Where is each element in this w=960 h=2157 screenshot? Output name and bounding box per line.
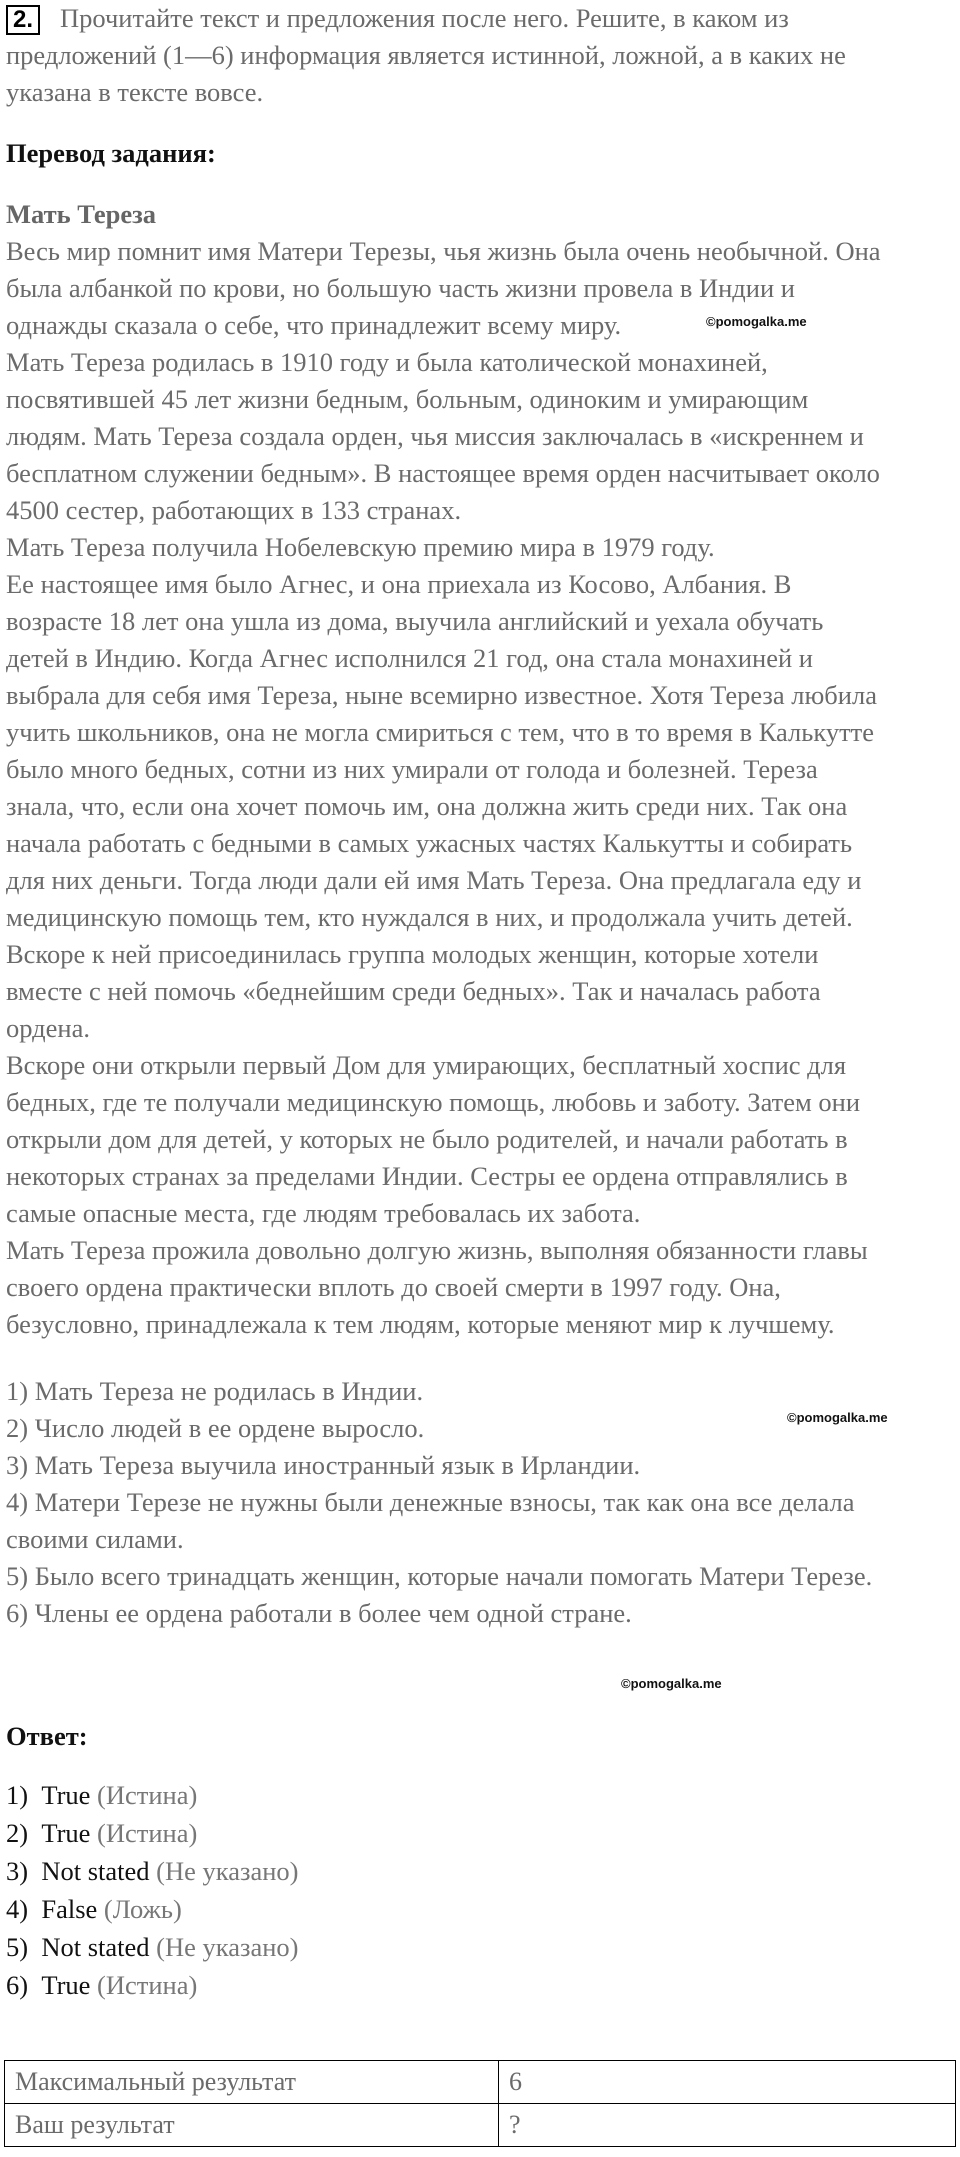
text-line: вместе с ней помочь «беднейшим среди бедных». Так и началась работа: [6, 976, 821, 1006]
task-number-badge: 2.: [6, 5, 40, 35]
answer-number: 3): [6, 1856, 29, 1886]
text-line: было много бедных, сотни из них умирали от голода и болезней. Тереза: [6, 754, 818, 784]
text-line: людям. Мать Тереза создала орден, чья миссия заключалась в «искреннем и: [6, 421, 864, 451]
watermark: ©pomogalka.me: [706, 314, 807, 329]
text-line: учить школьников, она не могла смириться с тем, что в то время в Калькутте: [6, 717, 875, 747]
text-line: Вскоре к ней присоединилась группа молодых женщин, которые хотели: [6, 939, 819, 969]
score-label: Максимальный результат: [5, 2061, 499, 2104]
answer-translation: (Истина): [97, 1780, 198, 1810]
statement-line: 4) Матери Терезе не нужны были денежные взносы, так как она все делала: [6, 1487, 855, 1517]
text-line: начала работать с бедными в самых ужасных частях Калькутты и собирать: [6, 828, 853, 858]
text-line: Весь мир помнит имя Матери Терезы, чья жизнь была очень необычной. Она: [6, 236, 881, 266]
score-table: [4, 2060, 956, 2147]
watermark: ©pomogalka.me: [621, 1676, 722, 1691]
score-row-yours: [5, 2104, 956, 2147]
score-value-input[interactable]: ?: [499, 2104, 956, 2147]
answer-value: True: [41, 1970, 91, 2000]
text-line: безусловно, принадлежала к тем людям, которые меняют мир к лучшему.: [6, 1309, 835, 1339]
answer-item: [6, 1929, 298, 1966]
answer-item: [6, 1967, 197, 2004]
text-line: открыли дом для детей, у которых не было родителей, и начали работать в: [6, 1124, 848, 1154]
text-line: ордена.: [6, 1013, 90, 1043]
text-line: своего ордена практически вплоть до своей смерти в 1997 году. Она,: [6, 1272, 781, 1302]
text-line: Ее настоящее имя было Агнес, и она приехала из Косово, Албания. В: [6, 569, 792, 599]
answer-translation: (Истина): [97, 1818, 198, 1848]
answer-item: [6, 1815, 197, 1852]
answer-translation: (Истина): [97, 1970, 198, 2000]
answer-value: True: [41, 1818, 91, 1848]
answer-value: Not stated: [41, 1856, 150, 1886]
score-row-max: [5, 2061, 956, 2104]
text-line: бесплатном служении бедным». В настоящее время орден насчитывает около: [6, 458, 880, 488]
text-line: была албанкой по крови, но большую часть жизни провела в Индии и: [6, 273, 795, 303]
text-line: Мать Тереза прожила довольно долгую жизнь, выполняя обязанности главы: [6, 1235, 868, 1265]
statement-line: 1) Мать Тереза не родилась в Индии.: [6, 1376, 424, 1406]
answer-translation: (Ложь): [103, 1894, 182, 1924]
score-label: Ваш результат: [5, 2104, 499, 2147]
statement-line: 6) Члены ее ордена работали в более чем одной стране.: [6, 1598, 632, 1628]
text-line: однажды сказала о себе, что принадлежит всему миру.: [6, 310, 622, 340]
answer-translation: (Не указано): [156, 1856, 299, 1886]
answer-item: [6, 1853, 298, 1890]
text-line: посвятившей 45 лет жизни бедным, больным, одиноким и умирающим: [6, 384, 809, 414]
text-line: выбрала для себя имя Тереза, ныне всемирно известное. Хотя Тереза любила: [6, 680, 877, 710]
answer-value: Not stated: [41, 1932, 150, 1962]
answer-heading: Ответ:: [6, 1721, 88, 1751]
text-title: Мать Тереза: [6, 199, 157, 229]
answer-translation: (Не указано): [156, 1932, 299, 1962]
text-line: для них деньги. Тогда люди дали ей имя Мать Тереза. Она предлагала еду и: [6, 865, 862, 895]
answer-item: [6, 1891, 182, 1928]
answer-number: 2): [6, 1818, 29, 1848]
text-line: медицинскую помощь тем, кто нуждался в них, и продолжала учить детей.: [6, 902, 853, 932]
text-line: самые опасные места, где людям требовалась их забота.: [6, 1198, 641, 1228]
text-line: детей в Индию. Когда Агнес исполнился 21 год, она стала монахиней и: [6, 643, 813, 673]
text-line: Вскоре они открыли первый Дом для умирающих, бесплатный хоспис для: [6, 1050, 847, 1080]
text-line: Мать Тереза получила Нобелевскую премию мира в 1979 году.: [6, 532, 715, 562]
statement-line: 5) Было всего тринадцать женщин, которые начали помогать Матери Терезе.: [6, 1561, 873, 1591]
task-instruction-line-1: Прочитайте текст и предложения после него. Решите, в каком из: [60, 3, 789, 33]
text-line: бедных, где те получали медицинскую помощь, любовь и заботу. Затем они: [6, 1087, 861, 1117]
text-line: 4500 сестер, работающих в 133 странах.: [6, 495, 462, 525]
answer-value: True: [41, 1780, 91, 1810]
task-instruction-line-3: указана в тексте вовсе.: [6, 77, 264, 107]
task-instruction-line-2: предложений (1—6) информация является истинной, ложной, а в каких не: [6, 40, 846, 70]
answer-item: [6, 1777, 197, 1814]
answer-number: 6): [6, 1970, 29, 2000]
watermark: ©pomogalka.me: [787, 1410, 888, 1425]
statement-line: своими силами.: [6, 1524, 184, 1554]
score-value: 6: [499, 2061, 956, 2104]
text-line: Мать Тереза родилась в 1910 году и была католической монахиней,: [6, 347, 768, 377]
text-line: возрасте 18 лет она ушла из дома, выучила английский и уехала обучать: [6, 606, 824, 636]
text-line: знала, что, если она хочет помочь им, она должна жить среди них. Так она: [6, 791, 848, 821]
translation-heading: Перевод задания:: [6, 138, 216, 168]
answer-number: 4): [6, 1894, 29, 1924]
answer-value: False: [41, 1894, 98, 1924]
answer-number: 1): [6, 1780, 29, 1810]
statement-line: 3) Мать Тереза выучила иностранный язык в Ирландии.: [6, 1450, 641, 1480]
answer-number: 5): [6, 1932, 29, 1962]
statement-line: 2) Число людей в ее ордене выросло.: [6, 1413, 425, 1443]
text-line: некоторых странах за пределами Индии. Сестры ее ордена отправлялись в: [6, 1161, 848, 1191]
